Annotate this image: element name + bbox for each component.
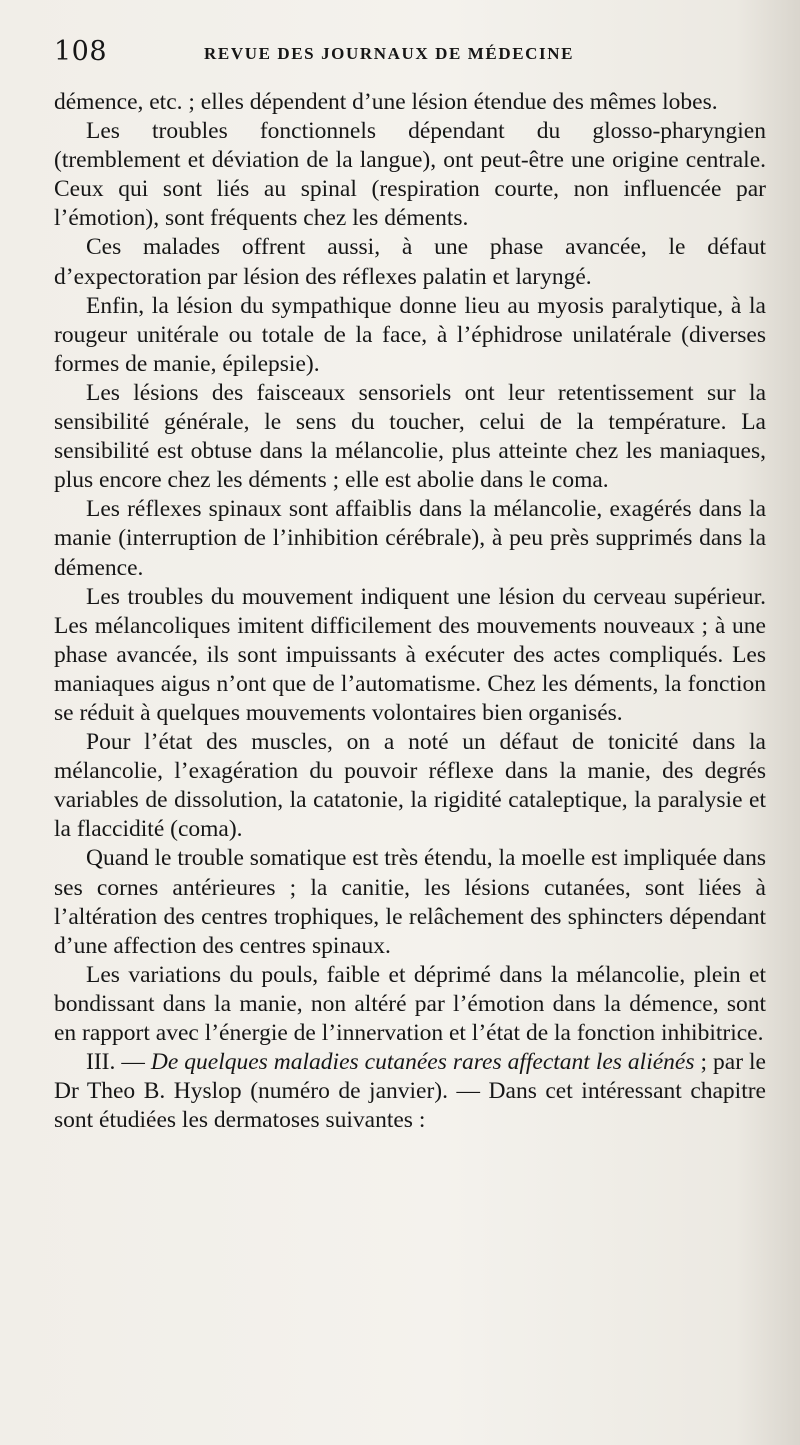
paragraph-expectoration: Ces malades offrent aussi, à une phase avancée, le défaut d’expectoration par lésion des réflexes palatin et laryngé. [54,234,766,290]
paragraph-variations-pouls: Les variations du pouls, faible et déprimé dans la mélancolie, plein et bondissant dans la manie, non altéré par l’émotion dans la démence, sont en rapport avec l’énergie de l’innervation et l’état de la fonction inhibitrice. [54,961,766,1046]
paragraph-faisceaux-sensoriels: Les lésions des faisceaux sensoriels ont leur retentissement sur la sensibilité générale, le sens du toucher, celui de la température. La sensibilité est obtuse dans la mélancolie, plus atteinte chez les maniaques, plus encore chez les déments ; elle est abolie dans le coma. [54,379,766,494]
paragraph-glosso-pharyngien: Les troubles fonctionnels dépendant du glosso-pharyngien (tremblement et déviation de la langue), ont peut-être une origine centrale. Ceux qui sont liés au spinal (respiration courte, non influencée par l’émotion), sont fréquents chez les déments. [54,118,766,232]
paragraph-troubles-mouvement: Les troubles du mouvement indiquent une lésion du cerveau supérieur. Les mélancoliques imitent difficilement des mouvements nouveaux ; à une phase avancée, ils sont impuissants à exécuter des actes compliqués. Les maniaques aigus n’ont que de l’automatisme. Chez les déments, la fonction se réduit à quelques mouvements volontaires bien organisés. [54,583,766,726]
paragraph-etat-muscles: Pour l’état des muscles, on a noté un défaut de tonicité dans la mélancolie, l’exagération du pouvoir réflexe dans la manie, des degrés variables de dissolution, la catatonie, la rigidité cataleptique, la paralysie et la flaccidité (coma). [54,729,766,843]
paragraph-section-iii [54,1048,766,1135]
journal-title: REVUE DES JOURNAUX DE MÉDECINE [204,44,575,63]
paragraph-trouble-somatique: Quand le trouble somatique est très étendu, la moelle est impliquée dans ses cornes antérieures ; la canitie, les lésions cutanées, sont liées à l’altération des centres trophiques, le relâchement des sphincters dépendant d’une affection des centres spinaux. [54,845,767,959]
body-text [54,88,766,1135]
section-iii-lead: III. — [86,1049,151,1076]
paragraph-continuation: démence, etc. ; elles dépendent d’une lésion étendue des mêmes lobes. [54,89,718,115]
section-iii-title: De quelques maladies cutanées rares affectant les aliénés [150,1049,695,1076]
paragraph-reflexes-spinaux: Les réflexes spinaux sont affaiblis dans la mélancolie, exagérés dans la manie (interruption de l’inhibition cérébrale), à peu près supprimés dans la démence. [54,496,766,581]
section-iii-rest: ; par le Dr Theo B. Hyslop (numéro de janvier). — Dans cet intéressant chapitre sont étudiées les dermatoses suivantes : [54,1049,766,1134]
paragraph-sympathique: Enfin, la lésion du sympathique donne lieu au myosis paralytique, à la rougeur unitérale ou totale de la face, à l’éphidrose unilatérale (diverses formes de manie, épilepsie). [54,292,766,377]
running-head [54,36,766,76]
page-number: 108 [54,36,108,67]
